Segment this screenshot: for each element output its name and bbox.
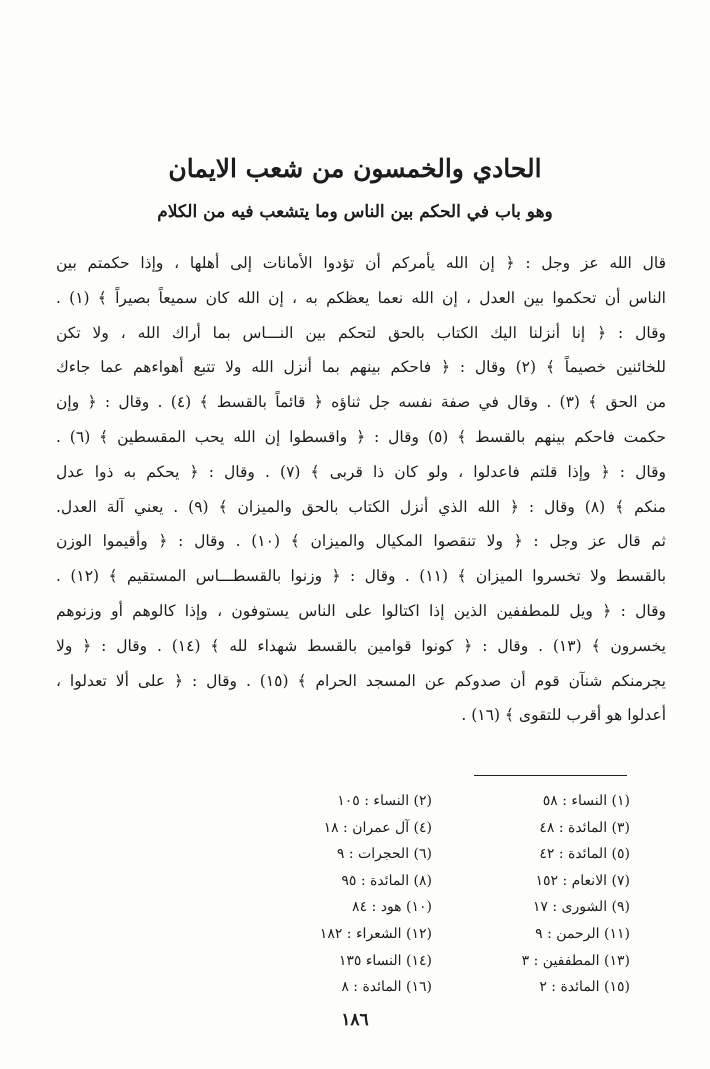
footnote: (١٢) الشعراء : ١٨٢: [319, 925, 432, 942]
footnote: (١٤) النساء ١٣٥: [338, 952, 432, 969]
text-line: ثم قال عز وجل : ﴿ ولا تنقصوا المكيال والميزان ﴾ (١٠) . وقال : ﴿ وأقيموا الوزن: [56, 532, 667, 551]
text-line: وقال : ﴿ إنا أنزلنا اليك الكتاب بالحق لتحكم بين النـــاس بما أراك الله ، ولا تكن: [56, 323, 666, 342]
footnote: (٥) المائدة : ٤٢: [539, 846, 630, 863]
text-line: أعدلوا هو أقرب للتقوى ﴾ (١٦) .: [461, 706, 666, 725]
footnote: (١١) الرحمن : ٩: [535, 925, 630, 942]
footnote: (٨) المائدة : ٩٥: [341, 872, 432, 889]
text-line: منكم ﴾ (٨) وقال : ﴿ الله الذي أنزل الكتاب بالحق والميزان ﴾ (٩) . يعني آلة العدل.: [56, 497, 666, 516]
footnotes-left-column: [262, 788, 432, 1001]
text-line: للخائنين خصيماً ﴾ (٢) وقال : ﴿ فاحكم بينهم بما أنزل الله ولا تتبع أهواءهم عما جاءك: [56, 358, 666, 377]
footnote: (١) النساء : ٥٨: [542, 793, 630, 809]
text-line: يجرمنكم شنآن قوم أن صدوكم عن المسجد الحرام ﴾ (١٥) . وقال : ﴿ على ألا تعدلوا ،: [56, 671, 666, 690]
footnotes-right-column: [470, 788, 630, 1001]
footnote: (٣) المائدة : ٤٨: [539, 819, 630, 836]
footnote: (١٠) هود : ٨٤: [352, 899, 432, 916]
body-text: [56, 246, 666, 733]
text-line: من الحق ﴾ (٣) . وقال في صفة نفسه جل ثناؤه ﴿ قائماً بالقسط ﴾ (٤) . وقال : ﴿ وإن: [56, 393, 666, 412]
footnote: (٢) النساء : ١٠٥: [337, 793, 432, 809]
text-line: الناس أن تحكموا بين العدل ، إن الله نعما يعظكم به ، إن الله كان سميعاً بصيراً ﴾ (١) .: [56, 288, 666, 307]
footnote: (٩) الشورى : ١٧: [532, 899, 630, 916]
footnote: (٤) آل عمران : ١٨: [323, 819, 432, 836]
footnote: (٧) الانعام : ١٥٢: [535, 872, 630, 889]
chapter-title: الحادي والخمسون من شعب الايمان: [168, 154, 542, 183]
text-line: وقال : ﴿ وإذا قلتم فاعدلوا ، ولو كان ذا قربى ﴾ (٧) . وقال : ﴿ يحكم به ذوا عدل: [56, 462, 666, 481]
footnote-divider: [474, 775, 627, 776]
text-line: قال الله عز وجل : ﴿ إن الله يأمركم أن تؤدوا الأمانات إلى أهلها ، وإذا حكمتم بين: [56, 254, 666, 272]
page-number: ١٨٦: [341, 1010, 369, 1030]
footnote: (١٦) المائدة : ٨: [341, 979, 432, 996]
chapter-subtitle: وهو باب في الحكم بين الناس وما يتشعب فيه من الكلام: [157, 202, 553, 222]
text-line: بالقسط ولا تخسروا الميزان ﴾ (١١) . وقال : ﴿ وزنوا بالقسطـــاس المستقيم ﴾ (١٢) .: [56, 567, 667, 586]
text-line: حكمت فاحكم بينهم بالقسط ﴾ (٥) وقال : ﴿ واقسطوا إن الله يحب المقسطين ﴾ (٦) .: [56, 427, 666, 446]
footnote: (٦) الحجرات : ٩: [336, 846, 432, 863]
text-line: وقال : ﴿ ويل للمطففين الذين إذا اكتالوا على الناس يستوفون ، وإذا كالوهم أو وزنوهم: [56, 601, 666, 620]
text-line: يخسرون ﴾ (١٣) . وقال : ﴿ كونوا قوامين بالقسط شهداء لله ﴾ (١٤) . وقال : ﴿ ولا: [56, 636, 666, 655]
footnote: (١٥) المائدة : ٢: [539, 979, 630, 996]
footnote: (١٣) المطففين : ٣: [521, 952, 630, 969]
